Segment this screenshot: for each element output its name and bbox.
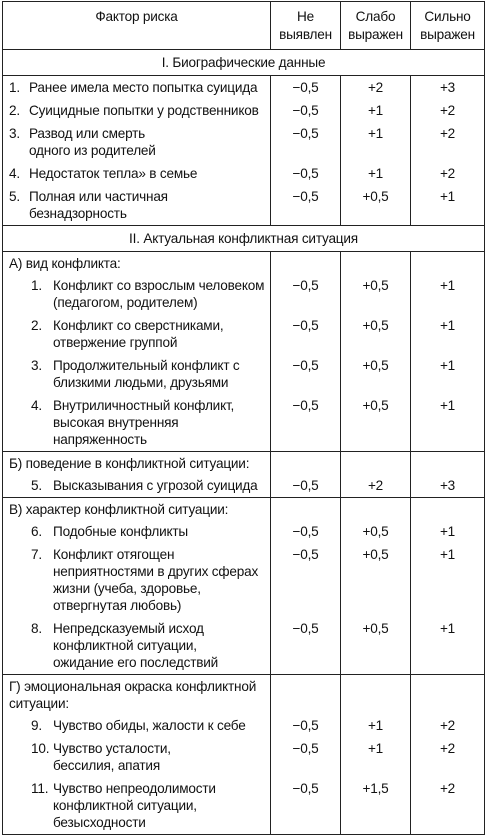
header-weak: Слабо выражен [341, 2, 411, 50]
table-row [3, 394, 485, 452]
group-label-row [3, 252, 485, 275]
value-strong: +1 [411, 354, 485, 394]
value-weak: +2 [341, 76, 411, 100]
item-text: Непредсказуемый исход конфликтной ситуации, ожидание его последствий [53, 621, 219, 670]
table-row [3, 162, 485, 185]
item-text: Продолжительный конфликт с близкими людьми, друзьями [53, 358, 240, 390]
value-weak: +1 [341, 162, 411, 185]
item-text: Высказывания с угрозой суицида [53, 478, 258, 493]
item-number: 1. [31, 278, 42, 293]
value-strong: +1 [411, 274, 485, 314]
value-weak: +1 [341, 99, 411, 122]
table-row [3, 274, 485, 314]
group-label: А) вид конфликта: [3, 252, 271, 275]
value-weak: +0,5 [341, 314, 411, 354]
value-not-detected: −0,5 [271, 99, 341, 122]
item-number: 3. [31, 358, 42, 373]
value-not-detected: −0,5 [271, 617, 341, 675]
group-label: Б) поведение в конфликтной ситуации: [3, 452, 271, 475]
group-label: В) характер конфликтной ситуации: [3, 498, 271, 521]
value-not-detected: −0,5 [271, 714, 341, 737]
table-row [3, 122, 485, 162]
value-not-detected: −0,5 [271, 274, 341, 314]
item-number: 4. [31, 398, 42, 413]
value-weak: +0,5 [341, 354, 411, 394]
value-weak: +1 [341, 714, 411, 737]
value-strong: +2 [411, 122, 485, 162]
value-strong: +1 [411, 394, 485, 452]
value-strong: +2 [411, 162, 485, 185]
table-row [3, 99, 485, 122]
value-weak: +0,5 [341, 520, 411, 543]
item-text: Конфликт со сверстниками, отвержение группой [53, 318, 224, 350]
item-number: 11. [31, 781, 49, 796]
table-row [3, 617, 485, 675]
table-row [3, 354, 485, 394]
table-row [3, 737, 485, 777]
item-text: Развод или смерть одного из родителей [29, 126, 156, 158]
value-not-detected: −0,5 [271, 737, 341, 777]
value-strong: +2 [411, 737, 485, 777]
item-text: Суицидные попытки у родственников [29, 103, 259, 118]
value-weak: +1 [341, 122, 411, 162]
group-label-row [3, 498, 485, 521]
table-row [3, 474, 485, 498]
header-not-detected: Не выявлен [271, 2, 341, 50]
item-number: 1. [9, 80, 20, 95]
header-factor: Фактор риска [3, 2, 271, 50]
table-row [3, 714, 485, 737]
value-not-detected: −0,5 [271, 185, 341, 226]
value-not-detected: −0,5 [271, 543, 341, 617]
value-not-detected: −0,5 [271, 394, 341, 452]
table-row [3, 314, 485, 354]
group-label: Г) эмоциональная окраска конфликтной ситуации: [9, 679, 257, 711]
value-strong: +3 [411, 76, 485, 100]
group-label-row [3, 452, 485, 475]
item-number: 5. [31, 478, 42, 493]
value-strong: +3 [411, 474, 485, 498]
value-not-detected: −0,5 [271, 777, 341, 835]
item-text: Чувство непреодолимости конфликтной ситуации, безысходности [53, 781, 216, 830]
value-not-detected: −0,5 [271, 314, 341, 354]
value-not-detected: −0,5 [271, 122, 341, 162]
item-text: Ранее имела место попытка суицида [29, 80, 258, 95]
item-text: Конфликт со взрослым человеком (педагогом, родителем) [53, 278, 265, 310]
value-strong: +1 [411, 520, 485, 543]
section-title-row [3, 50, 485, 76]
item-number: 6. [31, 524, 42, 539]
item-number: 3. [9, 126, 20, 141]
section-title: I. Биографические данные [3, 50, 485, 76]
item-number: 2. [31, 318, 42, 333]
value-weak: +1 [341, 737, 411, 777]
value-strong: +2 [411, 99, 485, 122]
group-label-row [3, 675, 485, 715]
value-not-detected: −0,5 [271, 474, 341, 498]
value-weak: +2 [341, 474, 411, 498]
table-row [3, 76, 485, 100]
value-weak: +0,5 [341, 274, 411, 314]
value-strong: +2 [411, 777, 485, 835]
table-row [3, 185, 485, 226]
item-number: 4. [9, 166, 20, 181]
item-text: Конфликт отягощен неприятностями в других сферах жизни (учеба, здоровье, отвергнутая любовь) [53, 547, 259, 613]
item-text: Полная или частичная безнадзорность [29, 189, 168, 221]
value-strong: +1 [411, 543, 485, 617]
item-number: 8. [31, 621, 42, 636]
item-number: 9. [31, 718, 42, 733]
item-number: 2. [9, 103, 20, 118]
value-weak: +0,5 [341, 394, 411, 452]
item-text: Недостаток тепла» в семье [29, 166, 198, 181]
value-strong: +1 [411, 314, 485, 354]
header-strong: Сильно выражен [411, 2, 485, 50]
section-title: II. Актуальная конфликтная ситуация [3, 226, 485, 252]
value-weak: +0,5 [341, 543, 411, 617]
item-number: 7. [31, 547, 42, 562]
item-text: Чувство усталости, бессилия, апатия [53, 741, 171, 773]
table-row [3, 543, 485, 617]
item-text: Чувство обиды, жалости к себе [53, 718, 246, 733]
section-title-row [3, 226, 485, 252]
value-weak: +0,5 [341, 185, 411, 226]
value-not-detected: −0,5 [271, 520, 341, 543]
value-weak: +1,5 [341, 777, 411, 835]
value-weak: +0,5 [341, 617, 411, 675]
value-strong: +1 [411, 617, 485, 675]
item-text: Подобные конфликты [53, 524, 188, 539]
value-not-detected: −0,5 [271, 354, 341, 394]
table-row [3, 520, 485, 543]
header-row [3, 2, 485, 50]
table-row [3, 777, 485, 835]
item-text: Внутриличностный конфликт, высокая внутренняя напряженность [53, 398, 235, 447]
value-not-detected: −0,5 [271, 162, 341, 185]
value-not-detected: −0,5 [271, 76, 341, 100]
value-strong: +2 [411, 714, 485, 737]
value-strong: +1 [411, 185, 485, 226]
item-number: 10. [31, 741, 50, 756]
risk-factor-table [2, 1, 485, 835]
item-number: 5. [9, 189, 20, 204]
